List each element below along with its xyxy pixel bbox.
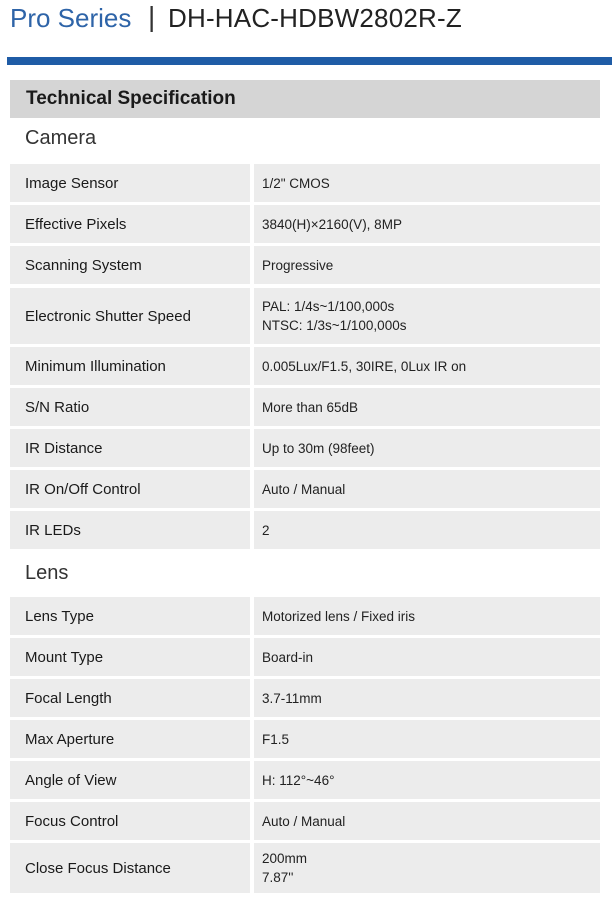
- spec-value: NTSC: 1/3s~1/100,000s: [262, 318, 407, 333]
- spec-row-focus-control: [10, 802, 600, 840]
- spec-value: 3.7-11mm: [262, 690, 322, 706]
- spec-row-focal-length: [10, 679, 600, 717]
- spec-label: Mount Type: [25, 648, 104, 666]
- spec-row-ir-leds: [10, 511, 600, 549]
- header-accent-bar: [7, 57, 612, 65]
- spec-value: Auto / Manual: [262, 813, 346, 829]
- spec-row-effective-pixels: [10, 205, 600, 243]
- spec-row-ir-onoff-control: [10, 470, 600, 508]
- product-series: Pro Series: [10, 3, 132, 33]
- spec-label: Lens Type: [25, 607, 94, 625]
- spec-label: IR On/Off Control: [25, 480, 141, 498]
- spec-value: PAL: 1/4s~1/100,000s: [262, 299, 395, 314]
- spec-label: IR Distance: [25, 439, 103, 457]
- spec-label: IR LEDs: [25, 521, 81, 539]
- spec-label: Angle of View: [25, 771, 117, 789]
- spec-value: 200mm: [262, 851, 308, 866]
- spec-label: Max Aperture: [25, 730, 115, 748]
- spec-value: Motorized lens / Fixed iris: [262, 608, 416, 624]
- section-title-lens: Lens: [25, 562, 69, 584]
- spec-label: Effective Pixels: [25, 215, 127, 233]
- product-model: DH-HAC-HDBW2802R-Z: [168, 3, 462, 33]
- spec-value: Auto / Manual: [262, 481, 346, 497]
- spec-value: More than 65dB: [262, 399, 359, 415]
- spec-row-ir-distance: [10, 429, 600, 467]
- spec-row-image-sensor: [10, 164, 600, 202]
- spec-label: Focal Length: [25, 689, 112, 707]
- spec-row-scanning-system: [10, 246, 600, 284]
- spec-value: Progressive: [262, 257, 334, 273]
- spec-value: Board-in: [262, 649, 314, 665]
- spec-title: Technical Specification: [26, 88, 236, 109]
- spec-label: S/N Ratio: [25, 398, 90, 416]
- spec-row-max-aperture: [10, 720, 600, 758]
- spec-label: Close Focus Distance: [25, 859, 171, 877]
- spec-value: F1.5: [262, 731, 290, 747]
- spec-row-lens-type: [10, 597, 600, 635]
- section-title-camera: Camera: [25, 127, 97, 149]
- spec-label: Electronic Shutter Speed: [25, 307, 191, 325]
- spec-row-close-focus-distance: [10, 843, 600, 893]
- spec-value: 2: [262, 522, 270, 538]
- spec-value: Up to 30m (98feet): [262, 440, 375, 456]
- spec-row-mount-type: [10, 638, 600, 676]
- spec-value: H: 112°~46°: [262, 772, 335, 788]
- spec-label: Scanning System: [25, 256, 142, 274]
- spec-row-angle-of-view: [10, 761, 600, 799]
- spec-value: 0.005Lux/F1.5, 30IRE, 0Lux IR on: [262, 358, 467, 374]
- page-header: [0, 0, 612, 56]
- spec-title-bar: [10, 80, 600, 118]
- spec-row-sn-ratio: [10, 388, 600, 426]
- title-separator: |: [148, 1, 156, 32]
- spec-label: Minimum Illumination: [25, 357, 166, 375]
- spec-value: 7.87'': [262, 870, 294, 885]
- spec-row-minimum-illumination: [10, 347, 600, 385]
- spec-row-electronic-shutter-speed: [10, 288, 600, 344]
- spec-value: 1/2" CMOS: [262, 175, 330, 191]
- spec-label: Focus Control: [25, 812, 119, 830]
- spec-value: 3840(H)×2160(V), 8MP: [262, 216, 402, 232]
- spec-label: Image Sensor: [25, 174, 119, 192]
